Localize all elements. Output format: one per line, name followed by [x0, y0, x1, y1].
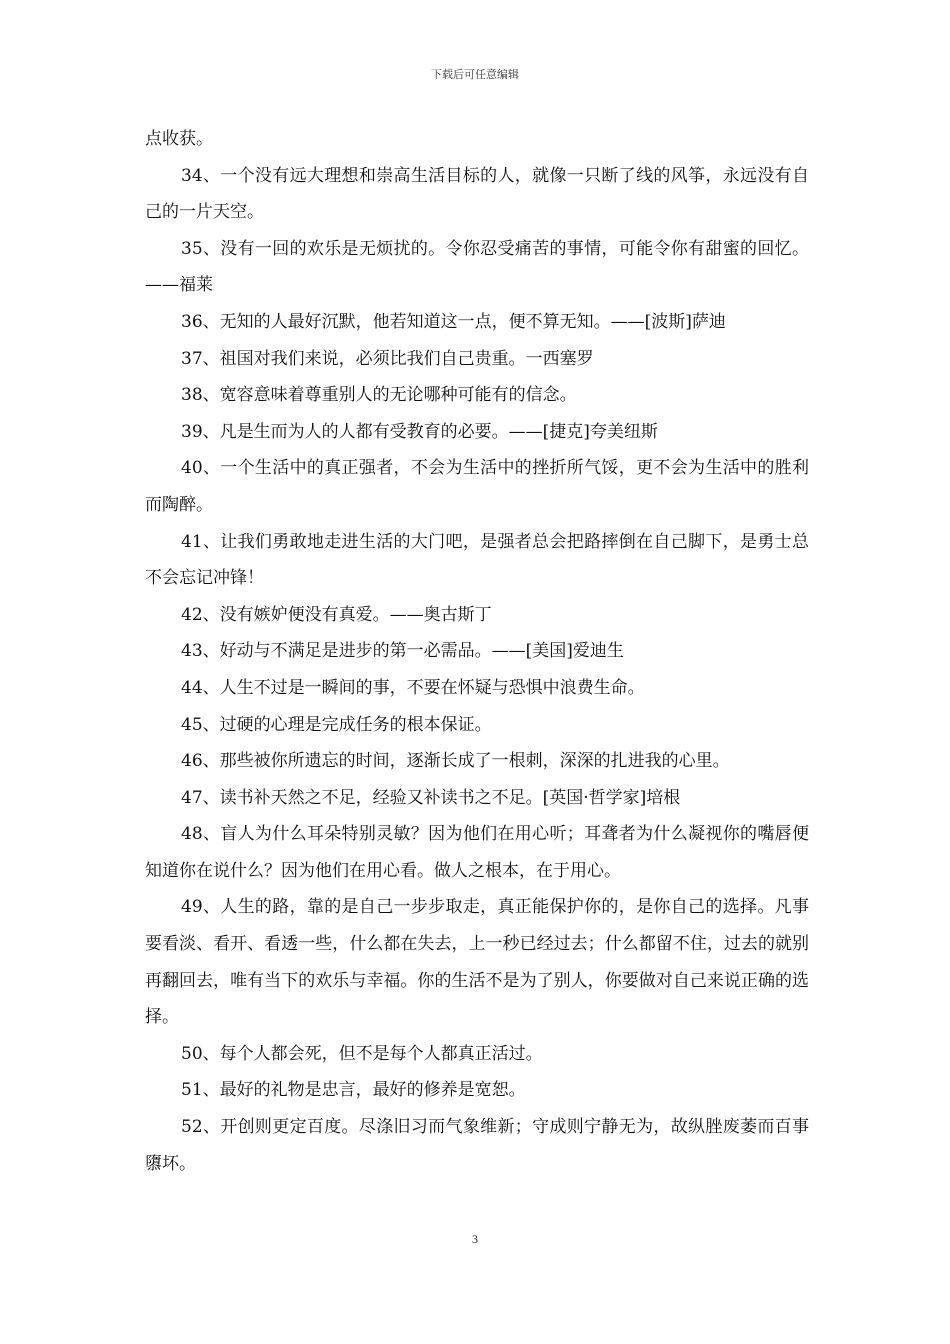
paragraph-36: 36、无知的人最好沉默，他若知道这一点，便不算无知。——[波斯]萨迪	[181, 311, 726, 332]
paragraph-38: 38、宽容意味着尊重别人的无论哪种可能有的信念。	[181, 385, 577, 406]
paragraph-50: 50、每个人都会死，但不是每个人都真正活过。	[181, 1043, 543, 1064]
paragraph-46: 46、那些被你所遗忘的时间，逐渐长成了一根刺，深深的扎进我的心里。	[181, 751, 730, 772]
paragraph-42: 42、没有嫉妒便没有真爱。——奥古斯丁	[181, 604, 492, 625]
paragraph-39: 39、凡是生而为人的人都有受教育的必要。——[捷克]夸美纽斯	[181, 421, 658, 442]
page-header-note: 下载后可任意编辑	[431, 68, 519, 81]
paragraph-41: 41、让我们勇敢地走进生活的大门吧，是强者总会把路摔倒在自己脚下，是勇士总不会忘记冲锋！	[145, 531, 809, 589]
paragraph-44: 44、人生不过是一瞬间的事，不要在怀疑与恐惧中浪费生命。	[181, 677, 645, 698]
paragraph-37: 37、祖国对我们来说，必须比我们自己贵重。一西塞罗	[181, 348, 594, 369]
paragraph-40: 40、一个生活中的真正强者，不会为生活中的挫折所气馁，更不会为生活中的胜利而陶醉。	[145, 458, 809, 515]
paragraph-35: 35、没有一回的欢乐是无烦扰的。令你忍受痛苦的事情，可能令你有甜蜜的回忆。——福莱	[145, 238, 809, 296]
paragraph-49: 49、人生的路，靠的是自己一步步取走，真正能保护你的，是你自己的选择。凡事要看淡、看开、看透一些，什么都在失去，上一秒已经过去；什么都留不住，过去的就别再翻回去，唯有当下的欢乐与幸福。你的生活不是为了别人，你要做对自己来说正确的选择。	[145, 897, 809, 1028]
paragraph-34: 34、一个没有远大理想和崇高生活目标的人，就像一只断了线的风筝，永远没有自己的一片天空。	[145, 165, 809, 223]
paragraph-52: 52、开创则更定百度。尽涤旧习而气象维新；守成则宁静无为，故纵脞废萎而百事隳坏。	[145, 1117, 809, 1174]
page-number: 3	[472, 1232, 478, 1246]
paragraph-43: 43、好动与不满足是进步的第一必需品。——[美国]爱迪生	[181, 641, 624, 662]
paragraph-continued: 点收获。	[145, 129, 213, 149]
document-body	[145, 121, 809, 1182]
paragraph-47: 47、读书补天然之不足，经验又补读书之不足。[英国·哲学家]培根	[181, 787, 681, 808]
paragraph-51: 51、最好的礼物是忠言，最好的修养是宽恕。	[181, 1080, 526, 1101]
paragraph-45: 45、过硬的心理是完成任务的根本保证。	[181, 714, 492, 735]
paragraph-48: 48、盲人为什么耳朵特别灵敏？因为他们在用心听；耳聋者为什么凝视你的嘴唇便知道你在说什么？因为他们在用心看。做人之根本，在于用心。	[145, 824, 809, 881]
